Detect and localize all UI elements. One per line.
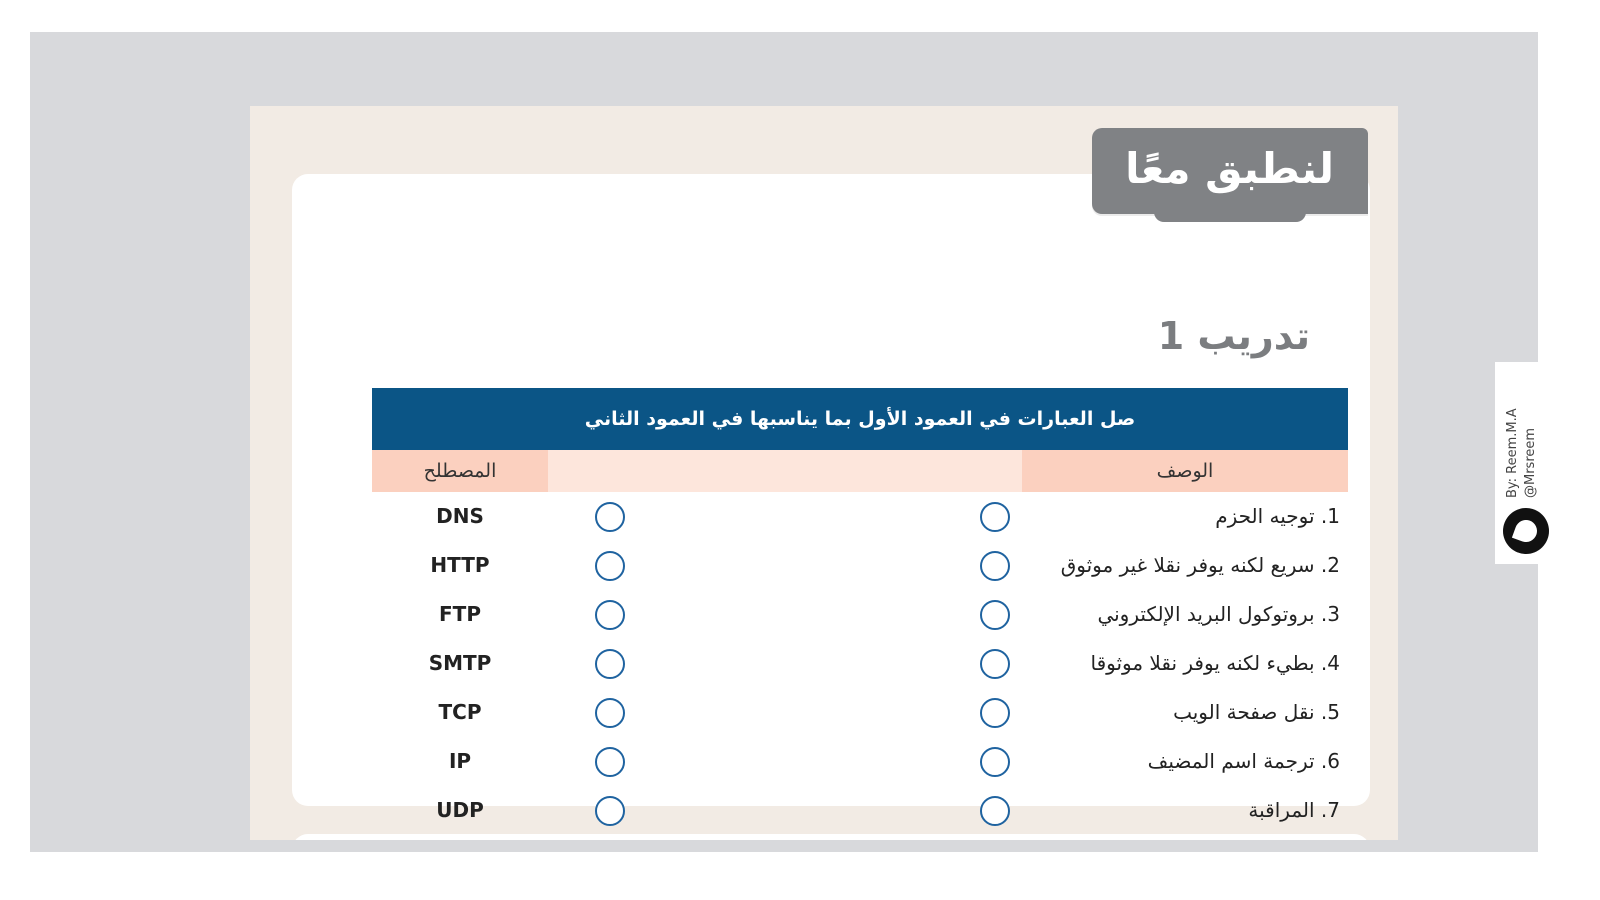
description-connector-circle[interactable]	[980, 747, 1010, 777]
matching-table	[372, 388, 1348, 835]
term-connector-circle[interactable]	[595, 796, 625, 826]
term-connector-circle[interactable]	[595, 747, 625, 777]
header-description: الوصف	[1022, 450, 1348, 492]
term-cell: DNS	[436, 504, 484, 528]
table-row	[372, 639, 1348, 688]
watermark-text	[1501, 380, 1551, 500]
term-connector-circle[interactable]	[595, 649, 625, 679]
term-cell: IP	[448, 749, 472, 773]
table-row	[372, 786, 1348, 835]
term-connector-circle[interactable]	[595, 698, 625, 728]
description-cell: 5. نقل صفحة الويب	[1173, 700, 1340, 724]
speech-bubble-logo-icon	[1503, 508, 1549, 554]
description-connector-circle[interactable]	[980, 600, 1010, 630]
table-row	[372, 492, 1348, 541]
logo-bubble-shape	[1512, 517, 1540, 545]
section-banner	[1092, 128, 1368, 214]
table-header-row	[372, 450, 1348, 492]
description-cell: 1. توجيه الحزم	[1215, 504, 1340, 528]
author-watermark	[1495, 362, 1557, 564]
description-cell: 2. سريع لكنه يوفر نقلا غير موثوق	[1060, 553, 1340, 577]
description-cell: 3. بروتوكول البريد الإلكتروني	[1097, 602, 1340, 626]
viewer-background	[30, 32, 1538, 852]
term-cell: TCP	[438, 700, 482, 724]
banner-tab	[1154, 208, 1306, 222]
term-cell: HTTP	[430, 553, 490, 577]
table-row	[372, 737, 1348, 786]
watermark-line-1: By: Reem.M.A	[1505, 408, 1520, 498]
description-connector-circle[interactable]	[980, 649, 1010, 679]
description-cell: 4. بطيء لكنه يوفر نقلا موثوقا	[1090, 651, 1340, 675]
description-connector-circle[interactable]	[980, 502, 1010, 532]
description-connector-circle[interactable]	[980, 551, 1010, 581]
term-cell: FTP	[439, 602, 481, 626]
table-row	[372, 590, 1348, 639]
exercise-title: تدريب 1	[1157, 314, 1310, 358]
description-connector-circle[interactable]	[980, 796, 1010, 826]
next-card-edge	[292, 834, 1370, 840]
header-term: المصطلح	[372, 450, 548, 492]
banner-title: لنطبق معًا	[1125, 144, 1334, 193]
table-row	[372, 541, 1348, 590]
term-cell: SMTP	[428, 651, 492, 675]
exercise-card	[292, 174, 1370, 822]
worksheet-page	[250, 106, 1398, 840]
term-cell: UDP	[436, 798, 484, 822]
description-connector-circle[interactable]	[980, 698, 1010, 728]
term-connector-circle[interactable]	[595, 551, 625, 581]
table-row	[372, 688, 1348, 737]
description-cell: 6. ترجمة اسم المضيف	[1147, 749, 1340, 773]
description-cell: 7. المراقبة	[1248, 798, 1340, 822]
instruction-bar: صل العبارات في العمود الأول بما يناسبها في العمود الثاني	[372, 388, 1348, 450]
term-connector-circle[interactable]	[595, 600, 625, 630]
term-connector-circle[interactable]	[595, 502, 625, 532]
watermark-line-2: @Mrsreem	[1523, 427, 1538, 498]
